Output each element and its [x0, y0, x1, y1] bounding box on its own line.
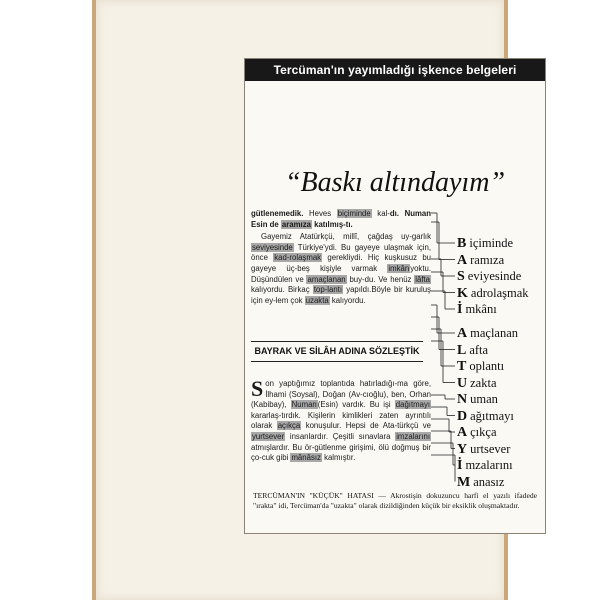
acrostic-word: zakta — [470, 375, 497, 390]
acrostic-letter: M — [457, 474, 471, 490]
highlighted-word: dağıtmayı — [395, 400, 431, 410]
text-run: yapıldı.Böyle bir kuruluş için ey-lem çok — [251, 285, 431, 305]
text-run: kararlaş-tırdık. Kişilerin kimlikleri zaten ayrıntılı olarak — [251, 410, 431, 431]
section-heading: BAYRAK VE SİLÂH ADINA SÖZLEŞTİK — [251, 341, 423, 362]
acrostic-letter: A — [457, 326, 468, 341]
acrostic-word: mzalarını — [465, 458, 513, 472]
acrostic-word: ağıtmayı — [470, 408, 514, 423]
text-run: gütlenemedik. — [251, 209, 304, 218]
highlighted-word: seviyesinde — [252, 242, 293, 252]
acrostic-letter: S — [457, 269, 465, 284]
acrostic-line — [457, 375, 497, 391]
acrostic-line — [457, 325, 518, 341]
highlighted-word: mânâsız — [291, 453, 321, 463]
highlighted-word: top-lantı — [313, 285, 343, 295]
acrostic-line — [457, 342, 488, 358]
acrostic-word: maçlanan — [470, 326, 519, 340]
highlighted-word: aramıza — [281, 219, 311, 229]
highlighted-word: açıkça — [277, 421, 301, 431]
text-run: (Esin) vardık. Bu işi — [317, 400, 395, 410]
text-run: buy-du. Ve henüz — [346, 274, 415, 284]
text-run: tı. — [345, 219, 353, 229]
acrostic-word: afta — [469, 342, 489, 357]
acrostic-letter: K — [457, 285, 468, 301]
acrostic-letter: İ — [457, 302, 463, 317]
acrostic-word: çıkça — [470, 425, 497, 439]
acrostic-letter: Y — [457, 441, 468, 457]
text-run: yoktu. Düşündülen ve — [251, 263, 431, 284]
acrostic-letter: N — [457, 392, 468, 407]
banner-title: Tercüman'ın yayımladığı işkence belgeleri — [245, 59, 545, 81]
text-run: konuşulur. Hepsi de Ata-türkçü ve — [301, 421, 431, 431]
acrostic-line — [457, 408, 514, 424]
highlighted-word: Numan — [291, 400, 317, 410]
acrostic-letter: B — [457, 236, 467, 251]
acrostic-letter: A — [457, 425, 468, 440]
acrostic-letter: D — [457, 408, 468, 424]
highlighted-word: kad-rolaşmak — [274, 253, 322, 263]
text-run: gerekliydi. Hiç kuşkusuz bu gayeye üç-beş kişiyle varmak — [251, 253, 432, 273]
text-run: Türkiye'ydi. Bu gayeye ulaşmak için, önce — [251, 242, 431, 263]
newspaper-clipping — [244, 58, 546, 534]
acrostic-line — [457, 358, 504, 374]
text-run: dı. Numan Esin de — [251, 209, 432, 229]
text-run: Gayemiz Atatürkçü, millî, çağdaş uy-garlık — [261, 232, 431, 242]
acrostic-line — [457, 301, 497, 317]
acrostic-word: mkânı — [465, 302, 497, 316]
acrostic-word: eviyesinde — [467, 269, 522, 283]
highlighted-word: lâfta — [415, 274, 430, 284]
highlighted-word: imzalarını — [396, 431, 430, 441]
highlighted-word: yurtsever — [252, 431, 285, 441]
highlighted-word: biçiminde — [337, 209, 371, 218]
text-run: kalıyordu. — [329, 295, 366, 305]
acrostic-line — [457, 424, 497, 440]
highlighted-word: imkân — [388, 263, 410, 273]
acrostic-line — [457, 252, 504, 268]
headline: “Baskı altındayım” — [284, 167, 506, 198]
acrostic-line — [457, 268, 521, 284]
acrostic-letter: İ — [457, 458, 463, 473]
text-run: kalmıştır. — [321, 453, 356, 463]
drop-cap: S — [251, 376, 264, 401]
acrostic-line — [457, 457, 513, 473]
acrostic-line — [457, 391, 498, 407]
text-run: insanlardır. Çeşitli sınavlara — [285, 431, 396, 441]
acrostic-letter: A — [457, 252, 468, 268]
book-page — [96, 0, 537, 600]
acrostic-line — [457, 474, 504, 490]
acrostic-word: oplantı — [469, 359, 505, 373]
acrostic-line — [457, 235, 513, 251]
text-run: kal- — [371, 209, 390, 218]
footnote: TERCÜMAN'IN "KÜÇÜK" HATASI — Akrostişin dokuzuncu harfi el yazılı ifadede "ırakta" idi, Tercüman'da "uzakta" olarak dizildiğinden küçük bir eksiklik oluşmaktadır. — [253, 491, 537, 510]
acrostic-word: uman — [470, 392, 498, 406]
acrostic-word: urtsever — [470, 441, 511, 456]
text-run: on yaptığımız toplantıda hatırladığı-ma göre, İlhami (Soysal), Doğan (Av-cıoğlu), ben, Orhan (Kabibay), — [251, 379, 431, 410]
acrostic-letter: L — [457, 342, 467, 358]
acrostic-word: ramıza — [470, 252, 505, 267]
acrostic-line — [457, 441, 510, 457]
highlighted-word: amaçlanan — [307, 274, 346, 284]
acrostic-letter: T — [457, 359, 467, 374]
text-run: kalıyordu. Birkaç — [251, 285, 313, 295]
acrostic-letter: U — [457, 375, 468, 391]
highlighted-word: uzakta — [305, 295, 329, 305]
text-run: Heves — [303, 209, 337, 218]
text-run: atmışlardır. Bu ör-gütlenme girişimi, ölü doğmuş bir ço-cuk gibi — [251, 442, 431, 463]
acrostic-word: içiminde — [469, 236, 514, 250]
acrostic-word: anasız — [473, 474, 505, 489]
text-run: katılmış- — [311, 219, 346, 229]
acrostic-word: adrolaşmak — [470, 285, 529, 300]
acrostic-line — [457, 285, 529, 301]
